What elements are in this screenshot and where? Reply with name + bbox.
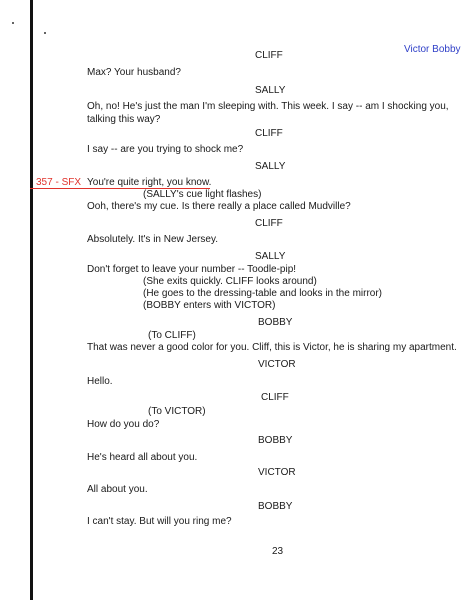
dialogue-line: Oh, no! He's just the man I'm sleeping with. This week. I say -- am I shocking you, (87, 101, 449, 112)
stage-direction: (He goes to the dressing-table and looks in the mirror) (143, 288, 383, 299)
dialogue-line: You're quite right, you know. (87, 177, 212, 188)
binding-edge (30, 0, 33, 600)
dialogue-line: How do you do? (87, 419, 160, 430)
character-name: CLIFF (255, 218, 283, 229)
character-name: CLIFF (255, 50, 283, 61)
dialogue-line: He's heard all about you. (87, 452, 198, 463)
scan-speck (44, 32, 46, 34)
margin-note: Victor Bobby (404, 44, 461, 55)
dialogue-line: talking this way? (87, 114, 161, 125)
dialogue-line: All about you. (87, 484, 148, 495)
character-name: BOBBY (258, 435, 293, 446)
stage-direction: (SALLY's cue light flashes) (143, 189, 262, 200)
dialogue-line: Absolutely. It's in New Jersey. (87, 234, 219, 245)
character-name: CLIFF (255, 128, 283, 139)
character-name: SALLY (255, 251, 286, 262)
dialogue-line: Hello. (87, 376, 113, 387)
character-name: CLIFF (261, 392, 289, 403)
stage-direction: (She exits quickly. CLIFF looks around) (143, 276, 317, 287)
parenthetical: (To VICTOR) (148, 406, 206, 417)
character-name: SALLY (255, 161, 286, 172)
character-name: VICTOR (258, 359, 296, 370)
dialogue-line: Ooh, there's my cue. Is there really a place called Mudville? (87, 201, 351, 212)
parenthetical: (To CLIFF) (148, 330, 196, 341)
dialogue-line: I say -- are you trying to shock me? (87, 144, 244, 155)
dialogue-line: I can't stay. But will you ring me? (87, 516, 232, 527)
dialogue-line: Don't forget to leave your number -- Toodle-pip! (87, 264, 297, 275)
character-name: BOBBY (258, 317, 293, 328)
character-name: BOBBY (258, 501, 293, 512)
character-name: SALLY (255, 85, 286, 96)
dialogue-line: Max? Your husband? (87, 67, 181, 78)
stage-direction: (BOBBY enters with VICTOR) (143, 300, 276, 311)
page-number: 23 (272, 546, 284, 557)
cue-label: 357 - SFX (36, 177, 82, 188)
scan-speck (12, 22, 14, 24)
dialogue-line: That was never a good color for you. Cliff, this is Victor, he is sharing my apartment. (87, 342, 457, 353)
character-name: VICTOR (258, 467, 296, 478)
